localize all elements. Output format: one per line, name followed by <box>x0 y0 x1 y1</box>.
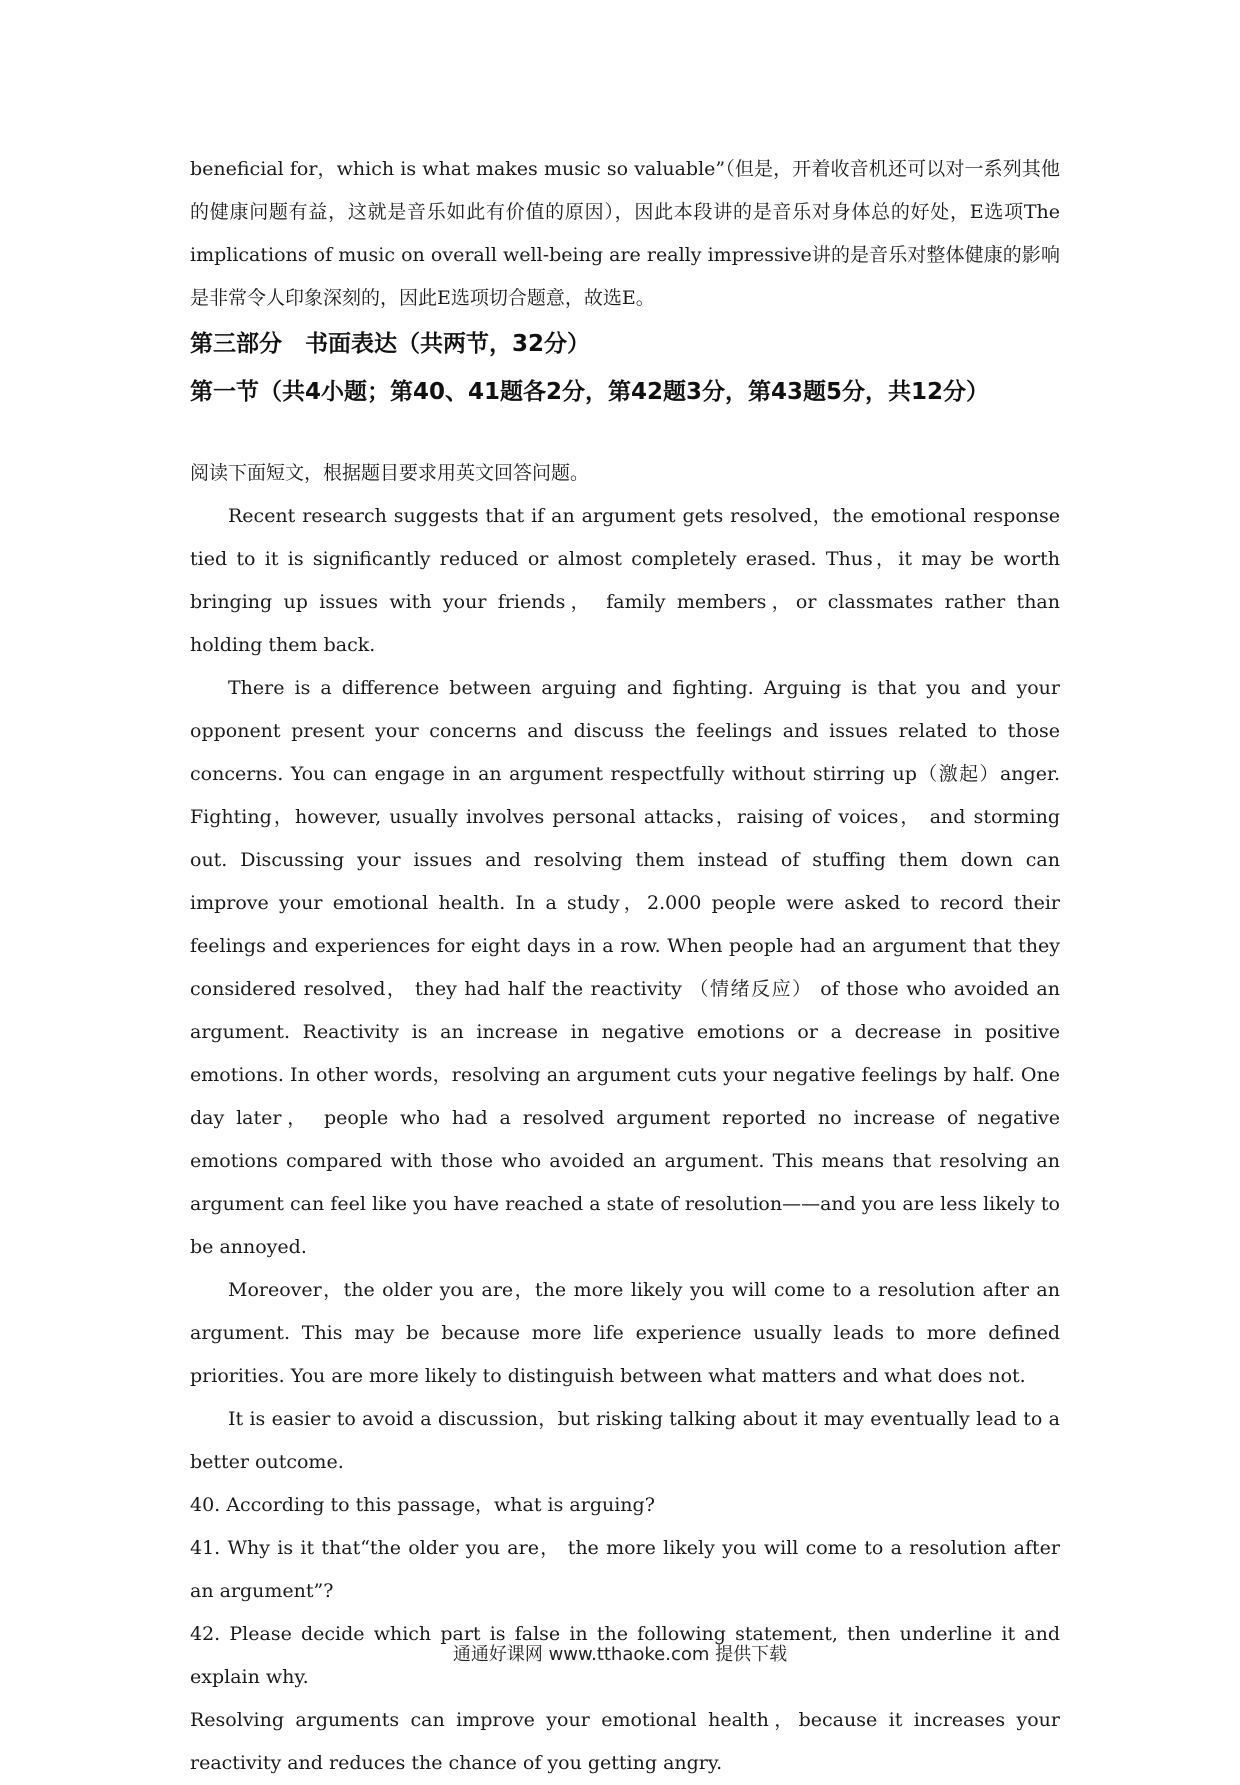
passage-paragraph-2: There is a difference between arguing and fighting. Arguing is that you and your opponent present your concerns and discuss the feelings and issues related to those concerns. You can engage in an argument respectfully without stirring up（激起）anger. Fighting，however, usually involves personal attacks，raising of voices， and storming out. Discussing your issues and resolving them instead of stuffing them down can improve your emotional health. In a study，2.000 people were asked to record their feelings and experiences for eight days in a row. When people had an argument that they considered resolved， they had half the reactivity （情绪反应） of those who avoided an argument. Reactivity is an increase in negative emotions or a decrease in positive emotions. In other words，resolving an argument cuts your negative feelings by half. One day later， people who had a resolved argument reported no increase of negative emotions compared with those who avoided an argument. This means that resolving an argument can feel like you have reached a state of resolution——and you are less likely to be annoyed. <box>190 677 1060 1258</box>
question-41: 41. Why is it that“the older you are， the more likely you will come to a resolution after an argument”? <box>190 1537 1060 1602</box>
spacer <box>190 416 1060 452</box>
section-title: 第三部分 书面表达（共两节，32分） <box>190 331 591 357</box>
subsection-title: 第一节（共4小题；第40、41题各2分，第42题3分，第43题5分，共12分） <box>190 379 990 405</box>
passage-paragraph-3: Moreover，the older you are，the more likely you will come to a resolution after an argument. This may be because more life experience usually leads to more defined priorities. You are more likely to distinguish between what matters and what does not. <box>190 1279 1060 1387</box>
passage-paragraph-4: It is easier to avoid a discussion，but risking talking about it may eventually lead to a better outcome. <box>190 1408 1060 1473</box>
question-40: 40. According to this passage，what is arguing? <box>190 1494 655 1516</box>
passage-paragraph-1: Recent research suggests that if an argument gets resolved，the emotional response tied to it is significantly reduced or almost completely erased. Thus，it may be worth bringing up issues with your friends， family members，or classmates rather than holding them back. <box>190 505 1060 656</box>
question-42-statement: Resolving arguments can improve your emotional health，because it increases your reactivity and reduces the chance of you getting angry. <box>190 1709 1060 1774</box>
instruction: 阅读下面短文，根据题目要求用英文回答问题。 <box>190 462 590 484</box>
question-42: 42. Please decide which part is false in the following statement, then underline it and explain why. <box>190 1623 1060 1688</box>
footer-source: 通通好课网 www.tthaoke.com 提供下载 <box>452 1644 788 1665</box>
document-page <box>190 148 1060 1785</box>
continuation-paragraph: beneficial for，which is what makes music so valuable”（但是，开着收音机还可以对一系列其他的健康问题有益，这就是音乐如此有价值的原因），因此本段讲的是音乐对身体总的好处，E选项The implications of music on overall well-being are really impressive讲的是音乐对整体健康的影响是非常令人印象深刻的，因此E选项切合题意，故选E。 <box>190 158 1060 309</box>
